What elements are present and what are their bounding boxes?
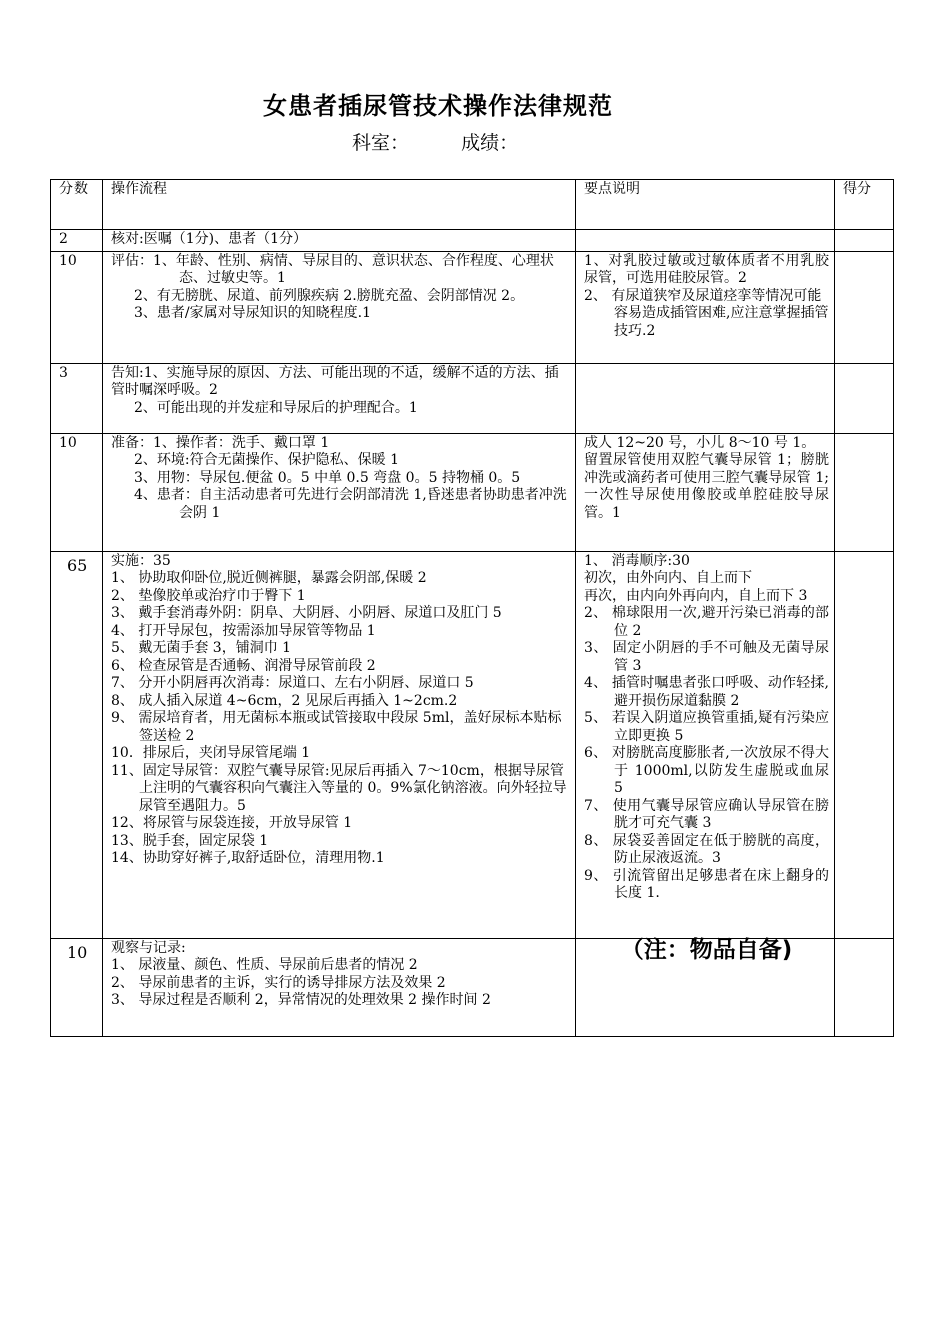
table-row	[51, 363, 894, 433]
procedure-line: 10．排尿后，夹闭导尿管尾端 1	[111, 745, 311, 761]
procedure-cell	[103, 230, 576, 252]
points-cell[interactable]	[835, 251, 894, 363]
row-score: 10	[51, 251, 103, 363]
key-point-line: 1、 消毒顺序:30	[584, 552, 690, 569]
procedure-cell	[103, 251, 576, 363]
procedure-line: 8、 成人插入尿道 4~6cm，2 见尿后再插入 1~2cm.2	[111, 692, 458, 709]
procedure-line: 11、固定导尿管：双腔气囊导尿管:见尿后再插入 7～10cm，根据导尿管上注明的气囊容积向气囊注入等量的 0。9%氯化钠溶液。向外轻拉导尿管至遇阻力。5	[111, 762, 567, 814]
key-point-line: 初次，由外向内、自上而下	[584, 570, 752, 586]
procedure-line: 告知:1、实施导尿的原因、方法、可能出现的不适，缓解不适的方法、插管时嘱深呼吸。2	[111, 364, 559, 398]
key-point-line: 6、 对膀胱高度膨胀者,一次放尿不得大于 1000ml,以防发生虚脱或血尿 5	[584, 745, 829, 796]
key-point-line: 留置尿管使用双腔气囊导尿管 1；膀胱冲洗或滴药者可使用三腔气囊导尿管 1;一次性导尿使用像胶或单腔硅胶导尿管。1	[584, 452, 829, 521]
points-cell[interactable]	[835, 551, 894, 938]
procedure-line: 4、 打开导尿包，按需添加导尿管等物品 1	[111, 622, 376, 639]
procedure-line: 1、 尿液量、颜色、性质、导尿前后患者的情况 2	[111, 957, 418, 973]
procedure-heading: 实施：35	[111, 552, 171, 569]
procedure-line: 12、将尿管与尿袋连接，开放导尿管 1	[111, 815, 353, 831]
header-score: 分数	[51, 180, 103, 230]
subtitle	[352, 128, 518, 155]
key-point-line: 2、 棉球限用一次,避开污染已消毒的部位 2	[584, 605, 829, 639]
row-score: 10	[51, 433, 103, 551]
key-point-line: 再次，由内向外再向内，自上而下 3	[584, 587, 808, 604]
key-points-cell	[576, 251, 835, 363]
procedure-cell	[103, 551, 576, 938]
procedure-line: 4、患者：自主活动患者可先进行会阴部清洗 1,昏迷患者协助患者冲洗会阴 1	[134, 487, 567, 521]
procedure-line: 准备：1、操作者：洗手、戴口罩 1	[111, 434, 330, 451]
table-row	[51, 551, 894, 938]
header-key-points: 要点说明	[576, 180, 835, 230]
key-point-line: 5、 若误入阴道应换管重插,疑有污染应立即更换 5	[584, 710, 829, 744]
procedure-line: 3、 导尿过程是否顺利 2，异常情况的处理效果 2 操作时间 2	[111, 992, 491, 1008]
table-header-row	[51, 180, 894, 230]
row-score: 65	[51, 551, 103, 938]
procedure-line: 9、 需尿培育者，用无菌标本瓶或试管接取中段尿 5ml，盖好尿标本贴标签送检 2	[111, 710, 562, 744]
key-point-line: 成人 12~20 号，小儿 8～10 号 1。	[584, 434, 816, 451]
procedure-heading: 观察与记录:	[111, 939, 186, 956]
points-cell[interactable]	[835, 433, 894, 551]
key-point-line: 2、 有尿道狭窄及尿道痉挛等情况可能容易造成插管困难,应注意掌握插管技巧.2	[584, 287, 829, 339]
procedure-line: 7、 分开小阴唇再次消毒：尿道口、左右小阴唇、尿道口 5	[111, 675, 474, 691]
row-score: 3	[51, 363, 103, 433]
key-point-line: 4、 插管时嘱患者张口呼吸、动作轻揉,避开损伤尿道黏膜 2	[584, 675, 829, 709]
procedure-line: 3、患者/家属对导尿知识的知晓程度.1	[134, 305, 371, 321]
key-point-line: 7、 使用气囊导尿管应确认导尿管在膀胱才可充气囊 3	[584, 797, 829, 831]
key-points-cell	[576, 433, 835, 551]
procedure-line: 1、 协助取仰卧位,脱近侧裤腿，暴露会阴部,保暖 2	[111, 570, 427, 586]
procedure-line: 6、 检查尿管是否通畅、润滑导尿管前段 2	[111, 657, 376, 674]
score-label: 成绩：	[461, 132, 519, 154]
key-point-line: 8、 尿袋妥善固定在低于膀胱的高度，防止尿液返流。3	[584, 832, 829, 866]
table-row	[51, 251, 894, 363]
procedure-cell	[103, 938, 576, 1036]
key-points-cell	[576, 230, 835, 252]
key-points-cell	[576, 938, 835, 1036]
procedure-line: 评估：1、年龄、性别、病情、导尿目的、意识状态、合作程度、心理状态、过敏史等。1	[111, 252, 554, 286]
procedure-line: 13、脱手套，固定尿袋 1	[111, 832, 269, 849]
points-cell[interactable]	[835, 363, 894, 433]
procedure-line: 5、 戴无菌手套 3，铺洞巾 1	[111, 640, 292, 656]
header-points: 得分	[835, 180, 894, 230]
table-row	[51, 433, 894, 551]
procedure-line: 2、可能出现的并发症和导尿后的护理配合。1	[134, 399, 418, 416]
procedure-line: 3、 戴手套消毒外阴：阴阜、大阴唇、小阴唇、尿道口及肛门 5	[111, 605, 502, 621]
procedure-table	[50, 179, 894, 1037]
key-points-cell	[576, 363, 835, 433]
procedure-line: 2、有无膀胱、尿道、前列腺疾病 2.膀胱充盈、会阴部情况 2。	[134, 287, 525, 304]
procedure-line: 14、协助穿好裤子,取舒适卧位，清理用物.1	[111, 850, 385, 866]
table-row	[51, 938, 894, 1036]
procedure-line: 2、环境:符合无菌操作、保护隐私、保暖 1	[134, 452, 399, 468]
procedure-line: 3、用物：导尿包.便盆 0。5 中单 0.5 弯盘 0。5 持物桶 0。5	[134, 469, 521, 486]
points-cell[interactable]	[835, 230, 894, 252]
key-points-cell	[576, 551, 835, 938]
page-title: 女患者插尿管技术操作法律规范	[263, 92, 613, 120]
procedure-line: 2、 垫像胶单或治疗巾于臀下 1	[111, 587, 306, 604]
key-point-line: 3、 固定小阴唇的手不可触及无菌导尿管 3	[584, 640, 829, 674]
procedure-line: 核对:医嘱（1分)、患者（1分）	[111, 231, 307, 247]
procedure-line: 2、 导尿前患者的主诉，实行的诱导排尿方法及效果 2	[111, 974, 446, 991]
table-row	[51, 230, 894, 252]
key-point-line: 1、对乳胶过敏或过敏体质者不用乳胶尿管，可选用硅胶尿管。2	[584, 252, 829, 286]
note-text: （注：物品自备)	[620, 936, 793, 963]
header-procedure: 操作流程	[103, 180, 576, 230]
procedure-cell	[103, 363, 576, 433]
row-score: 2	[51, 230, 103, 252]
procedure-cell	[103, 433, 576, 551]
key-point-line: 9、 引流管留出足够患者在床上翻身的长度 1.	[584, 867, 829, 901]
dept-label: 科室：	[352, 132, 410, 154]
points-cell[interactable]	[835, 938, 894, 1036]
row-score: 10	[51, 938, 103, 1036]
